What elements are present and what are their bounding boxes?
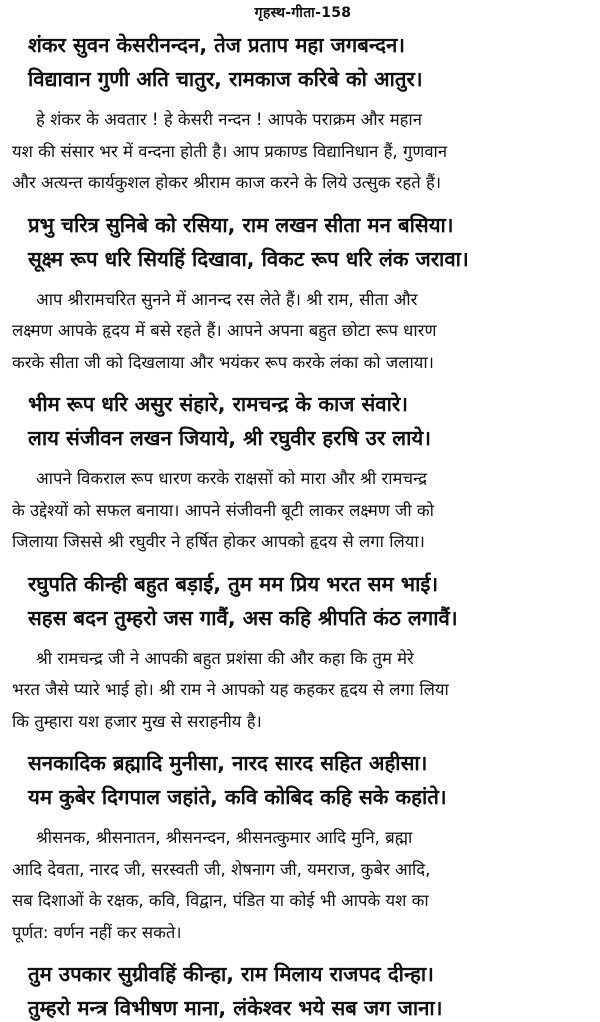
explanation-line: और अत्यन्त कार्यकुशल होकर श्रीराम काज करने के लिये उत्सुक रहते हैं। (12, 173, 442, 192)
verse-line: विद्यावान गुणी अति चातुर, रामकाज करिबे को आतुर। (28, 67, 423, 91)
explanation-line: आप श्रीरामचरित सुनने में आनन्द रस लेते हैं। श्री राम, सीता और (36, 289, 418, 309)
explanation-line: जिलाया जिससे श्री रघुवीर ने हर्षित होकर आपको हृदय से लगा लिया। (12, 532, 425, 551)
explanation-line: के उद्देश्यों को सफल बनाया। आपने संजीवनी बूटी लाकर लक्ष्मण जी को (12, 500, 434, 520)
verse-block (12, 28, 594, 96)
explanation-line: पूर्णत: वर्णन नहीं कर सकते। (12, 922, 182, 942)
explanation-paragraph (12, 643, 594, 738)
explanation-line: लक्ष्मण आपके हृदय में बसे रहते हैं। आपने अपना बहुत छोटा रूप धारण (12, 321, 437, 340)
verse-line: तुम्हरो मन्त्र विभीषण माना, लंकेश्वर भये सब जग जाना। (28, 996, 443, 1020)
explanation-paragraph (12, 822, 594, 948)
verse-line: प्रभु चरित्र सुनिबे को रसिया, राम लखन सीता मन बसिया। (28, 212, 454, 237)
verse-block (12, 957, 594, 1022)
explanation-paragraph (12, 104, 594, 199)
verse-line: तुम उपकार सुग्रीवहिं कीन्हा, राम मिलाय राजपद दीन्हा। (28, 962, 434, 986)
verse-line: सहस बदन तुम्हरो जस गावैं, अस कहि श्रीपति कंठ लगावैं। (28, 605, 458, 630)
verse-block (12, 208, 594, 276)
verse-line: सनकादिक ब्रह्मादि मुनीसा, नारद सारद सहित अहीसा। (28, 751, 428, 775)
explanation-paragraph (12, 284, 594, 379)
explanation-line: आदि देवता, नारद जी, सरस्वती जी, शेषनाग जी, यमराज, कुबेर आदि, (12, 859, 431, 879)
verse-block (12, 387, 594, 455)
explanation-line: सब दिशाओं के रक्षक, कवि, विद्वान, पंडित या कोई भी आपके यश का (12, 891, 429, 910)
verse-block (12, 746, 594, 814)
verse-line: सूक्ष्म रूप धरि सियहिं दिखावा, विकट रूप धरि लंक जरावा। (28, 246, 469, 271)
explanation-line: यश की संसार भर में वन्दना होती है। आप प्रकाण्ड विद्यानिधान हैं, गुणवान (12, 141, 448, 161)
verse-line: रघुपति कीन्ही बहुत बड़ाई, तुम मम प्रिय भरत सम भाई। (28, 571, 439, 596)
explanation-line: श्री रामचन्द्र जी ने आपकी बहुत प्रशंसा की और कहा कि तुम मेरे (36, 648, 414, 668)
explanation-line: श्रीसनक, श्रीसनातन, श्रीसनन्दन, श्रीसनत्कुमार आदि मुनि, ब्रह्मा (36, 828, 413, 847)
verse-line: यम कुबेर दिगपाल जहांते, कवि कोबिद कहि सके कहांते। (28, 785, 447, 809)
explanation-line: हे शंकर के अवतार ! हे केसरी नन्दन ! आपके पराक्रम और महान (36, 110, 422, 129)
explanation-line: आपने विकराल रूप धारण करके राक्षसों को मारा और श्री रामचन्द्र (36, 469, 427, 488)
explanation-line: भरत जैसे प्यारे भाई हो। श्री राम ने आपको यह कहकर हृदय से लगा लिया (12, 680, 449, 699)
explanation-line: करके सीता जी को दिखलाया और भयंकर रूप करके लंका को जलाया। (12, 352, 434, 372)
verse-block (12, 567, 594, 635)
explanation-line: कि तुम्हारा यश हजार मुख से सराहनीय है। (12, 711, 262, 731)
verse-line: भीम रूप धरि असुर संहारे, रामचन्द्र के काज संवारे। (28, 392, 408, 416)
page-header: गृहस्थ-गीता-158 (254, 5, 352, 21)
verse-line: शंकर सुवन केसरीनन्दन, तेज प्रताप महा जगबन्दन। (28, 33, 406, 57)
verse-line: लाय संजीवन लखन जियाये, श्री रघुवीर हरषि उर लाये। (28, 426, 431, 450)
explanation-paragraph (12, 463, 594, 558)
